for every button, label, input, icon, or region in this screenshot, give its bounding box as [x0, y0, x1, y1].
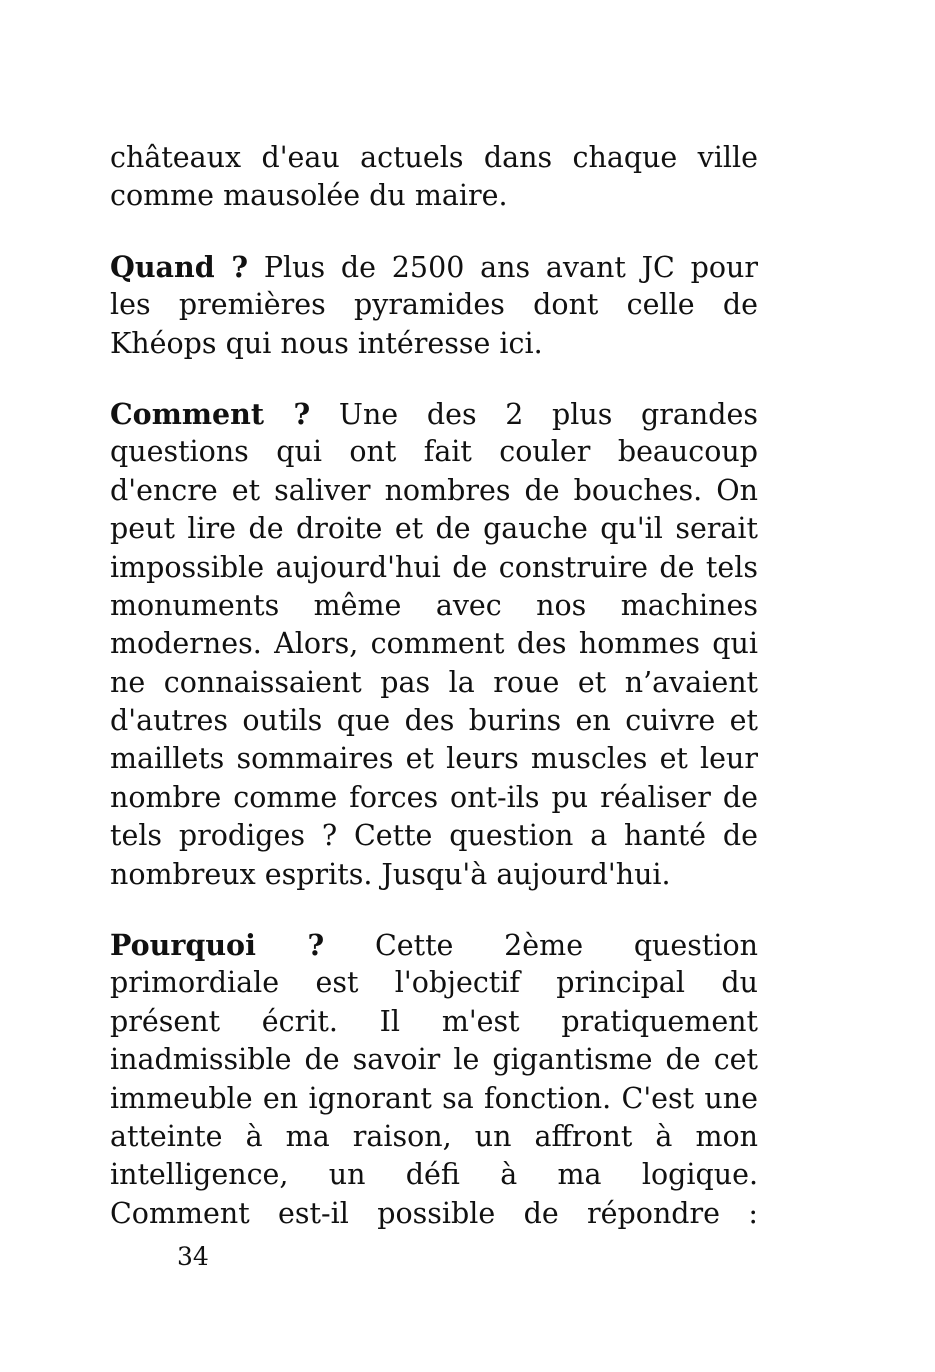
line-text: Khéops qui nous intéresse ici.	[110, 326, 543, 360]
line-text: Une des 2 plus grandes	[310, 397, 758, 431]
text-line	[110, 1118, 758, 1156]
text-line	[110, 856, 758, 894]
line-text: d'encre et saliver nombres de bouches. On	[110, 473, 758, 507]
text-line	[110, 325, 758, 363]
text-line	[110, 702, 758, 740]
line-text: questions qui ont fait couler beaucoup	[110, 435, 758, 469]
text-line	[110, 587, 758, 625]
text-line	[110, 817, 758, 855]
text-line	[110, 177, 758, 215]
text-line	[110, 926, 758, 964]
paragraph	[110, 926, 758, 1233]
text-line	[110, 964, 758, 1002]
paragraph	[110, 395, 758, 894]
line-text: modernes. Alors, comment des hommes qui	[110, 627, 758, 661]
line-text: présent écrit. Il m'est pratiquement	[110, 1004, 758, 1038]
line-text: maillets sommaires et leurs muscles et leur	[110, 742, 758, 776]
text-line	[110, 139, 758, 177]
text-line	[110, 1080, 758, 1118]
text-line	[110, 625, 758, 663]
paragraph-label: Pourquoi ?	[110, 928, 325, 963]
text-line	[110, 395, 758, 433]
line-text: monuments même avec nos machines	[110, 588, 758, 622]
text-line	[110, 433, 758, 471]
text-line	[110, 1195, 758, 1233]
line-text: Plus de 2500 ans avant JC pour	[248, 250, 758, 284]
line-text: atteinte à ma raison, un affront à mon	[110, 1119, 758, 1153]
line-text: comme mausolée du maire.	[110, 179, 508, 213]
line-text: nombreux esprits. Jusqu'à aujourd'hui.	[110, 857, 671, 891]
line-text: Cette 2ème question	[324, 929, 758, 963]
line-text: d'autres outils que des burins en cuivre et	[110, 704, 758, 738]
paragraph	[110, 139, 758, 216]
text-line	[110, 1041, 758, 1079]
line-text: Comment est-il possible de répondre :	[110, 1196, 758, 1230]
text-line	[110, 472, 758, 510]
line-text: intelligence, un défi à ma logique.	[110, 1158, 758, 1192]
text-line	[110, 248, 758, 286]
line-text: immeuble en ignorant sa fonction. C'est une	[110, 1081, 758, 1115]
page-body-text	[110, 139, 758, 1265]
text-line	[110, 740, 758, 778]
text-line	[110, 1003, 758, 1041]
text-line	[110, 664, 758, 702]
line-text: châteaux d'eau actuels dans chaque ville	[110, 141, 758, 174]
line-text: tels prodiges ? Cette question a hanté de	[110, 819, 758, 853]
line-text: primordiale est l'objectif principal du	[110, 966, 758, 1000]
text-line	[110, 549, 758, 587]
text-line	[110, 286, 758, 324]
paragraph	[110, 248, 758, 363]
line-text: inadmissible de savoir le gigantisme de cet	[110, 1043, 758, 1077]
line-text: impossible aujourd'hui de construire de tels	[110, 550, 758, 584]
line-text: peut lire de droite et de gauche qu'il serait	[110, 512, 758, 546]
page-number: 34	[177, 1242, 209, 1271]
paragraph-label: Comment ?	[110, 396, 311, 431]
text-line	[110, 1156, 758, 1194]
line-text: les premières pyramides dont celle de	[110, 288, 758, 322]
line-text: nombre comme forces ont-ils pu réaliser de	[110, 780, 758, 814]
text-line	[110, 510, 758, 548]
text-line	[110, 779, 758, 817]
line-text: ne connaissaient pas la roue et n’avaient	[110, 665, 758, 699]
paragraph-label: Quand ?	[110, 249, 249, 284]
